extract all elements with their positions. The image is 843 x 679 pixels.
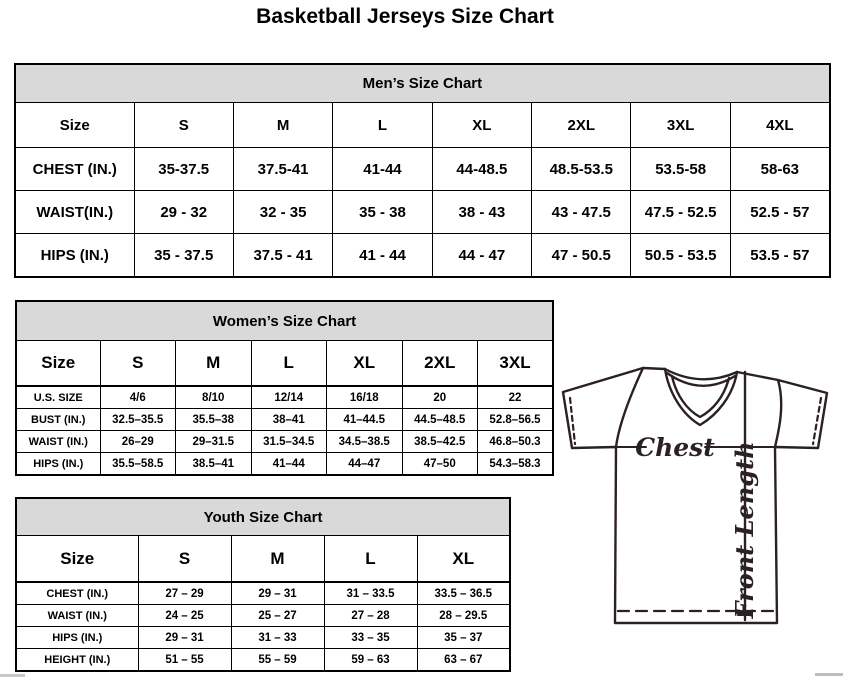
size-value: 31.5–34.5 xyxy=(251,431,327,453)
horizontal-scrollbar-fragment-left[interactable] xyxy=(0,674,25,677)
size-value: 4/6 xyxy=(100,386,176,409)
size-value: 28 – 29.5 xyxy=(417,605,510,627)
womens-header-row xyxy=(16,341,553,387)
size-value: 31 – 33 xyxy=(231,627,324,649)
table-row xyxy=(16,453,553,476)
col-header: L xyxy=(324,536,417,583)
table-row xyxy=(15,234,830,278)
size-value: 43 - 47.5 xyxy=(532,191,631,234)
size-value: 58-63 xyxy=(730,148,830,191)
size-value: 41–44.5 xyxy=(327,409,403,431)
col-header: S xyxy=(134,103,233,148)
size-value: 38.5–41 xyxy=(176,453,252,476)
col-header: XL xyxy=(327,341,403,387)
col-header: L xyxy=(333,103,432,148)
size-value: 44–47 xyxy=(327,453,403,476)
row-label: CHEST (IN.) xyxy=(15,148,134,191)
size-value: 35 - 37.5 xyxy=(134,234,233,278)
mens-size-chart-table xyxy=(14,63,831,278)
table-row xyxy=(16,431,553,453)
row-label: U.S. SIZE xyxy=(16,386,100,409)
horizontal-scrollbar-fragment-right[interactable] xyxy=(815,673,843,676)
size-value: 20 xyxy=(402,386,478,409)
jersey-diagram-icon xyxy=(558,362,838,630)
size-value: 34.5–38.5 xyxy=(327,431,403,453)
col-header: L xyxy=(251,341,327,387)
table-row xyxy=(15,191,830,234)
size-value: 8/10 xyxy=(176,386,252,409)
size-value: 32.5–35.5 xyxy=(100,409,176,431)
table-row xyxy=(16,649,510,672)
size-value: 25 – 27 xyxy=(231,605,324,627)
size-value: 53.5-58 xyxy=(631,148,730,191)
size-value: 29 - 32 xyxy=(134,191,233,234)
mens-table-title: Men’s Size Chart xyxy=(15,64,830,103)
size-value: 26–29 xyxy=(100,431,176,453)
size-value: 35.5–38 xyxy=(176,409,252,431)
size-value: 48.5-53.5 xyxy=(532,148,631,191)
mens-table-title-row xyxy=(15,64,830,103)
size-value: 44-48.5 xyxy=(432,148,531,191)
mens-header-row xyxy=(15,103,830,148)
col-header: M xyxy=(176,341,252,387)
size-value: 38 - 43 xyxy=(432,191,531,234)
table-row xyxy=(16,386,553,409)
size-value: 27 – 29 xyxy=(138,582,231,605)
size-value: 27 – 28 xyxy=(324,605,417,627)
col-header: 3XL xyxy=(631,103,730,148)
row-label: HIPS (IN.) xyxy=(15,234,134,278)
col-header: 4XL xyxy=(730,103,830,148)
col-header: Size xyxy=(16,536,138,583)
table-row xyxy=(16,582,510,605)
row-label: HIPS (IN.) xyxy=(16,453,100,476)
size-value: 33.5 – 36.5 xyxy=(417,582,510,605)
row-label: HIPS (IN.) xyxy=(16,627,138,649)
size-value: 41–44 xyxy=(251,453,327,476)
jersey-measurement-diagram xyxy=(558,362,838,630)
size-value: 37.5-41 xyxy=(233,148,332,191)
row-label: BUST (IN.) xyxy=(16,409,100,431)
row-label: WAIST (IN.) xyxy=(16,605,138,627)
size-value: 38.5–42.5 xyxy=(402,431,478,453)
youth-table-title: Youth Size Chart xyxy=(16,498,510,536)
col-header: 2XL xyxy=(532,103,631,148)
size-value: 16/18 xyxy=(327,386,403,409)
size-value: 52.8–56.5 xyxy=(478,409,554,431)
jersey-outline xyxy=(563,368,827,623)
size-value: 52.5 - 57 xyxy=(730,191,830,234)
row-label: HEIGHT (IN.) xyxy=(16,649,138,672)
size-value: 47 - 50.5 xyxy=(532,234,631,278)
table-row xyxy=(16,605,510,627)
col-header: S xyxy=(100,341,176,387)
right-armhole-seam xyxy=(775,380,781,447)
youth-table-title-row xyxy=(16,498,510,536)
table-row xyxy=(15,148,830,191)
size-value: 41 - 44 xyxy=(333,234,432,278)
size-value: 44 - 47 xyxy=(432,234,531,278)
size-value: 47.5 - 52.5 xyxy=(631,191,730,234)
size-value: 53.5 - 57 xyxy=(730,234,830,278)
size-value: 55 – 59 xyxy=(231,649,324,672)
size-value: 35 – 37 xyxy=(417,627,510,649)
womens-table-title: Women’s Size Chart xyxy=(16,301,553,341)
size-value: 35.5–58.5 xyxy=(100,453,176,476)
size-value: 50.5 - 53.5 xyxy=(631,234,730,278)
size-value: 47–50 xyxy=(402,453,478,476)
womens-table-title-row xyxy=(16,301,553,341)
page-title: Basketball Jerseys Size Chart xyxy=(256,5,554,28)
col-header: Size xyxy=(15,103,134,148)
col-header: Size xyxy=(16,341,100,387)
row-label: WAIST(IN.) xyxy=(15,191,134,234)
size-value: 12/14 xyxy=(251,386,327,409)
col-header: XL xyxy=(432,103,531,148)
size-value: 22 xyxy=(478,386,554,409)
front-length-label: Front Length xyxy=(730,441,759,619)
size-value: 24 – 25 xyxy=(138,605,231,627)
row-label: CHEST (IN.) xyxy=(16,582,138,605)
col-header: S xyxy=(138,536,231,583)
size-value: 59 – 63 xyxy=(324,649,417,672)
size-value: 35 - 38 xyxy=(333,191,432,234)
size-value: 44.5–48.5 xyxy=(402,409,478,431)
col-header: 2XL xyxy=(402,341,478,387)
size-value: 31 – 33.5 xyxy=(324,582,417,605)
row-label: WAIST (IN.) xyxy=(16,431,100,453)
size-value: 29–31.5 xyxy=(176,431,252,453)
youth-size-chart-table xyxy=(15,497,511,672)
chest-label: Chest xyxy=(635,433,715,462)
size-value: 51 – 55 xyxy=(138,649,231,672)
womens-size-chart-table xyxy=(15,300,554,476)
size-value: 29 – 31 xyxy=(231,582,324,605)
size-value: 37.5 - 41 xyxy=(233,234,332,278)
size-value: 33 – 35 xyxy=(324,627,417,649)
size-value: 32 - 35 xyxy=(233,191,332,234)
youth-header-row xyxy=(16,536,510,583)
col-header: XL xyxy=(417,536,510,583)
size-value: 46.8–50.3 xyxy=(478,431,554,453)
size-value: 35-37.5 xyxy=(134,148,233,191)
col-header: M xyxy=(231,536,324,583)
size-value: 41-44 xyxy=(333,148,432,191)
size-value: 29 – 31 xyxy=(138,627,231,649)
size-value: 38–41 xyxy=(251,409,327,431)
table-row xyxy=(16,409,553,431)
col-header: M xyxy=(233,103,332,148)
col-header: 3XL xyxy=(478,341,554,387)
table-row xyxy=(16,627,510,649)
size-value: 63 – 67 xyxy=(417,649,510,672)
size-value: 54.3–58.3 xyxy=(478,453,554,476)
